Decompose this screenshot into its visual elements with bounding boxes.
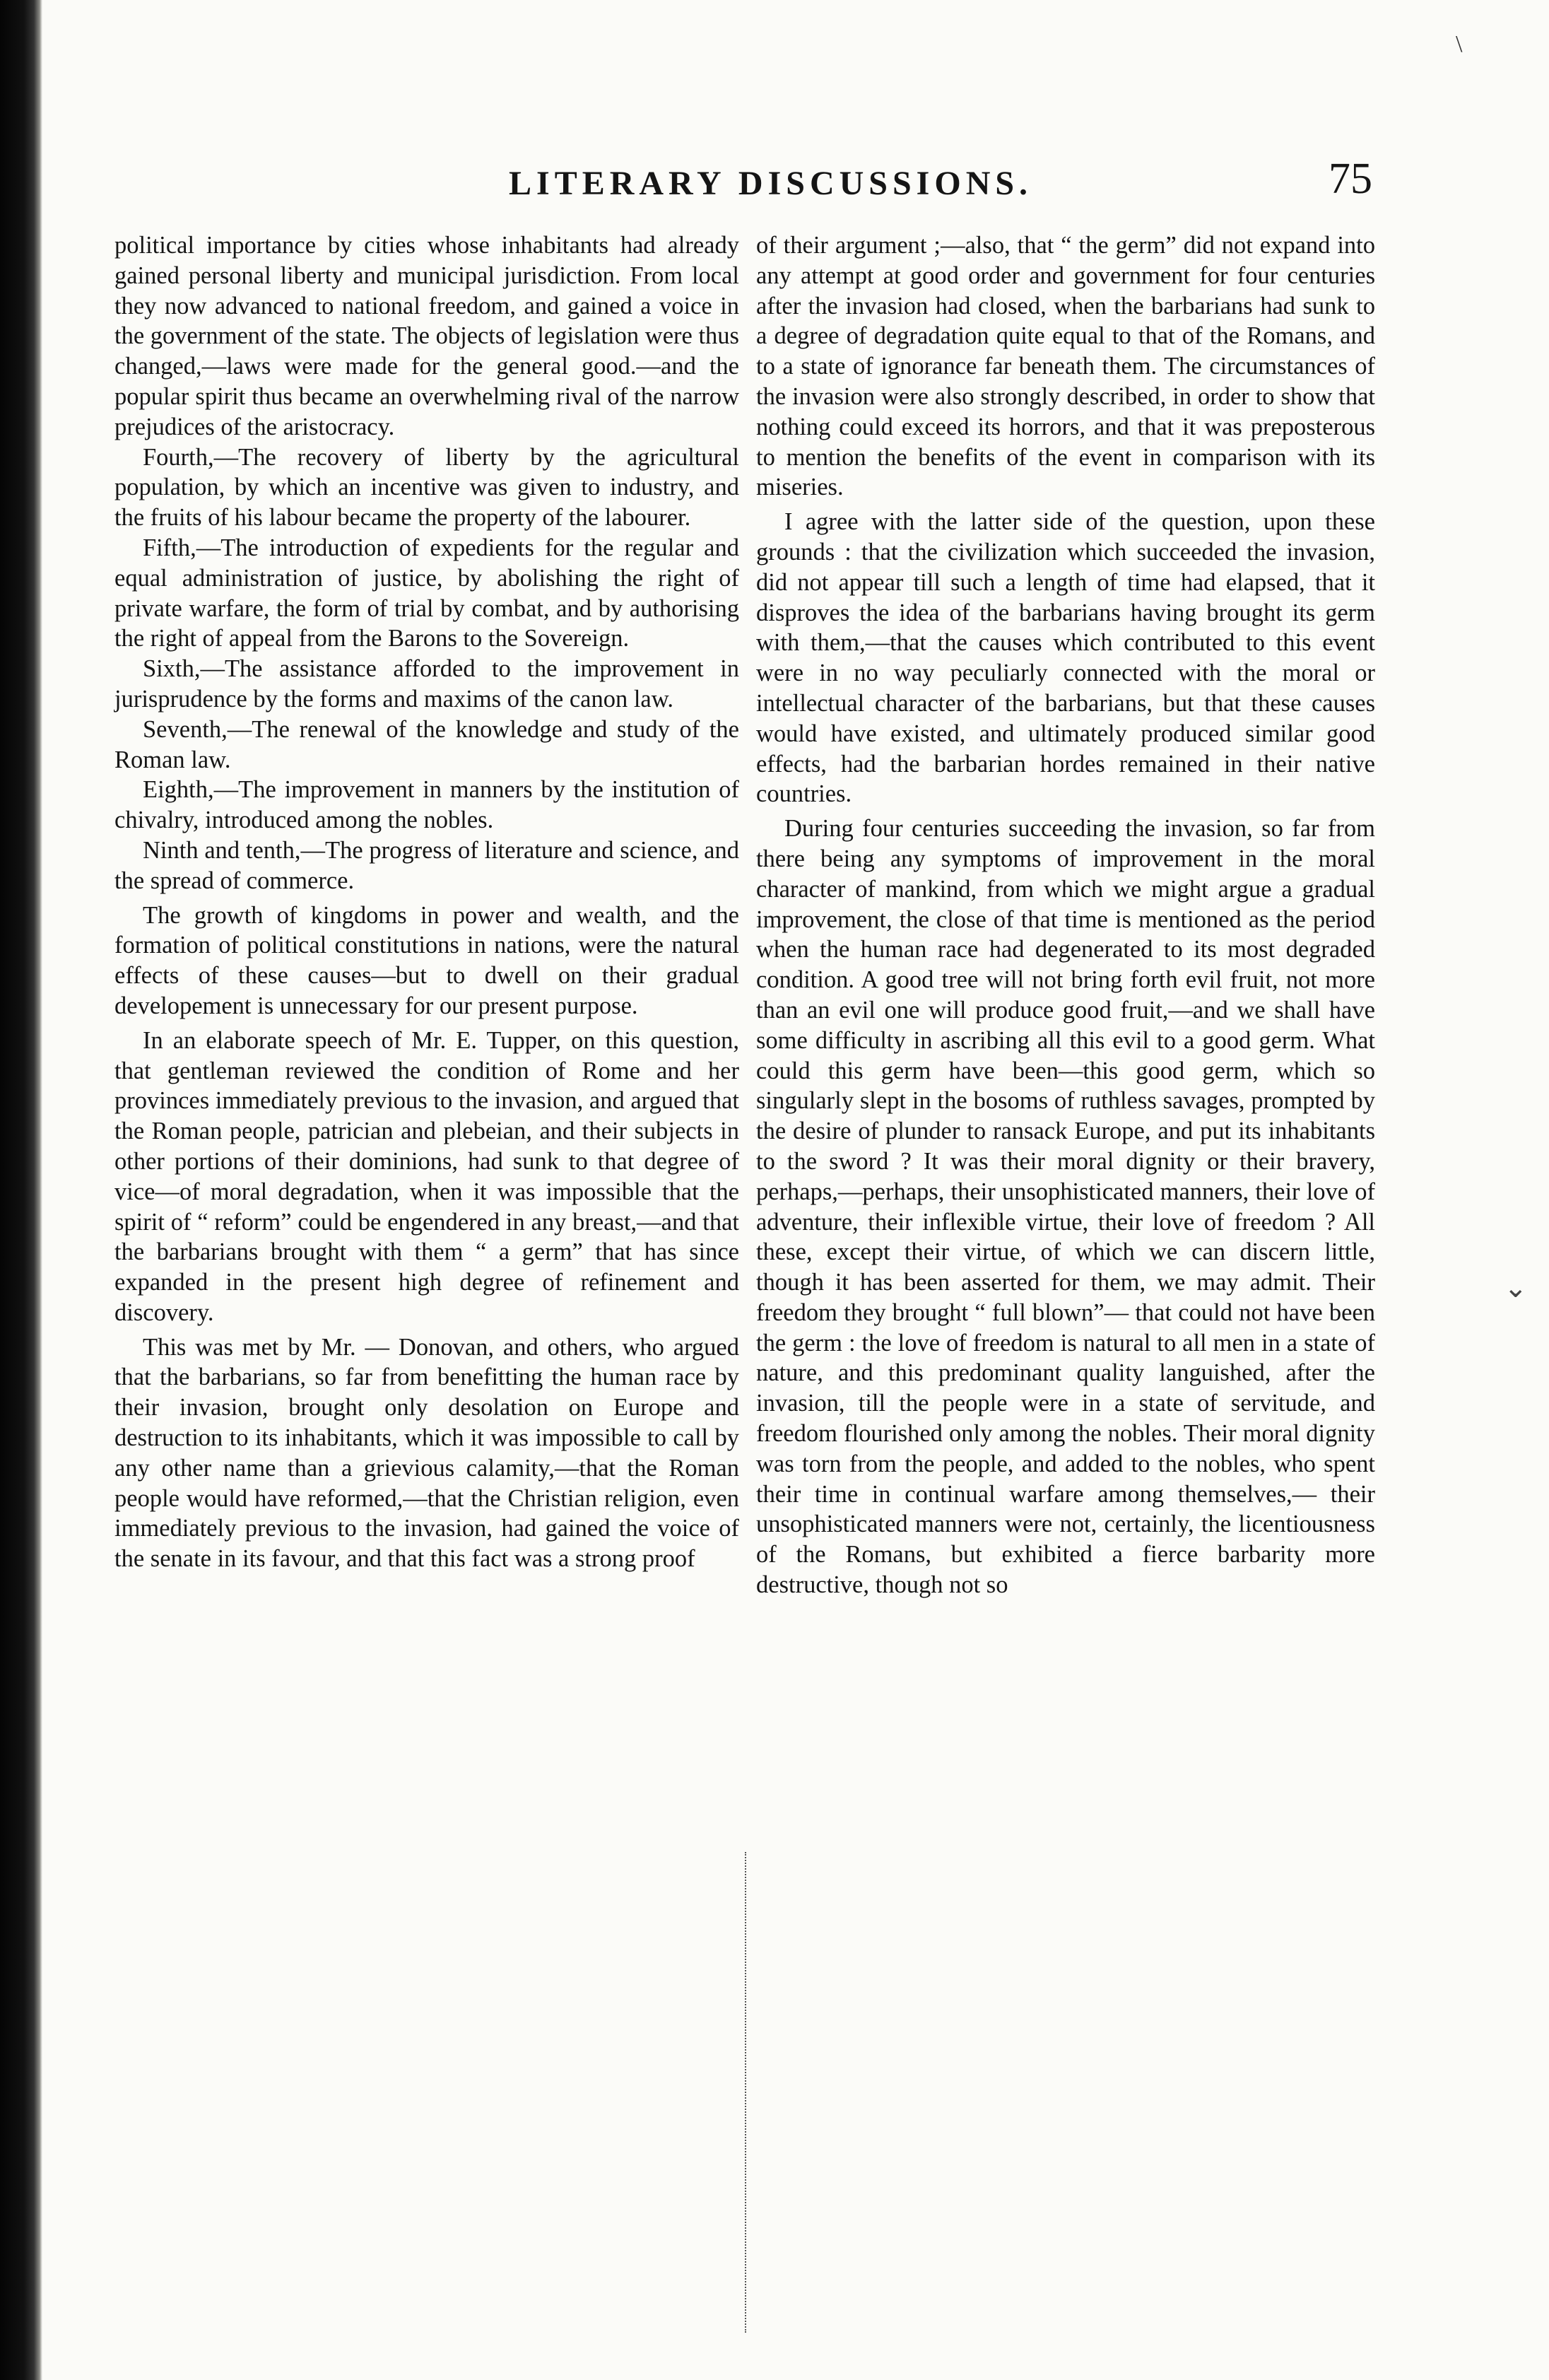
paragraph: Sixth,—The assistance afforded to the improvement in jurisprudence by the forms and maxims of the canon law. bbox=[114, 655, 739, 713]
running-head: LITERARY DISCUSSIONS. bbox=[509, 165, 1033, 202]
paragraph: of their argument ;—also, that “ the germ” did not expand into any attempt at good order and government for four centuries after the invasion had closed, when the barbarians had sunk to a degree of degradation quite equal to that of the Romans, and to a state of ignorance far beneath them. The circumstances of the invasion were also strongly described, in order to show that nothing could exceed its horrors, and that it was preposterous to mention the benefits of the event in comparison with its miseries. bbox=[756, 232, 1375, 501]
column-divider bbox=[745, 1852, 746, 2333]
left-column bbox=[114, 230, 739, 1574]
paragraph: political importance by cities whose inhabitants had already gained personal liberty and municipal jurisdiction. From local they now advanced to national freedom, and gained a voice in the government of the state. The objects of legislation were thus changed,—laws were made for the general good.—and the popular spirit thus became an overwhelming rival of the narrow prejudices of the aristocracy. bbox=[114, 232, 739, 440]
paragraph: Fifth,—The introduction of expedients for the regular and equal administration of justice, by abolishing the right of private warfare, the form of trial by combat, and by authorising the right of appeal from the Barons to the Sovereign. bbox=[114, 534, 739, 652]
page-number: 75 bbox=[1329, 155, 1372, 203]
paragraph: In an elaborate speech of Mr. E. Tupper, on this question, that gentleman reviewed the condition of Rome and her provinces immediately previous to the invasion, and argued that the Roman people, patrician and plebeian, and their subjects in other portions of their dominions, had sunk to that degree of vice—of moral degradation, when it was impossible that the spirit of “ reform” could be engendered in any breast,—and that the barbarians brought with them “ a germ” that has since expanded in the present high degree of refinement and discovery. bbox=[114, 1026, 739, 1326]
paragraph: Seventh,—The renewal of the knowledge and study of the Roman law. bbox=[114, 715, 739, 773]
paragraph: Fourth,—The recovery of liberty by the agricultural population, by which an incentive was given to industry, and the fruits of his labour became the property of the labourer. bbox=[114, 443, 739, 532]
paragraph: Ninth and tenth,—The progress of literature and science, and the spread of commerce. bbox=[114, 836, 739, 894]
paragraph: I agree with the latter side of the question, upon these grounds : that the civilization which succeeded the invasion, did not appear till such a length of time had elapsed, that it disproves the idea of the barbarians having brought its germ with them,—that the causes which contributed to this event were in no way peculiarly connected with the moral or intellectual character of the barbarians, but that these causes would have existed, and ultimately produced similar good effects, had the barbarian hordes remained in their native countries. bbox=[756, 508, 1375, 808]
paragraph: The growth of kingdoms in power and wealth, and the formation of political constitutions in nations, were the natural effects of these causes—but to dwell on their gradual developement is unnecessary for our present purpose. bbox=[114, 901, 739, 1019]
paragraph: Eighth,—The improvement in manners by the institution of chivalry, introduced among the nobles. bbox=[114, 776, 739, 834]
paragraph: This was met by Mr. — Donovan, and others, who argued that the barbarians, so far from benefitting the human race by their invasion, brought only desolation on Europe and destruction to its inhabitants, which it was impossible to call by any other name than a grievious calamity,—that the Roman people would have reformed,—that the Christian religion, even immediately previous to the invasion, had gained the voice of the senate in its favour, and that this fact was a strong proof bbox=[114, 1333, 739, 1573]
book-spine-shadow bbox=[0, 0, 42, 2380]
paragraph: During four centuries succeeding the invasion, so far from there being any symptoms of improvement in the moral character of mankind, from which we might argue a gradual improvement, the close of that time is mentioned as the period when the human race had degenerated to its most degraded condition. A good tree will not bring forth evil fruit, not more than an evil one will produce good fruit,—and we shall have some difficulty in ascribing all this evil to a good germ. What could this germ have been—this good germ, which so singularly slept in the bosoms of ruthless savages, prompted by the desire of plunder to ransack Europe, and put its inhabitants to the sword ? It was their moral dignity or their bravery, perhaps,—perhaps, their unsophisticated manners, their love of adventure, their inflexible virtue, their love of freedom ? All these, except their virtue, of which we can discern little, though it has been asserted for them, we may admit. Their freedom they brought “ full blown”— that could not have been the germ : the love of freedom is natural to all men in a state of nature, and this predominant quality languished, after the invasion, till the people were in a state of servitude, and freedom flourished only among the nobles. Their moral dignity was torn from the people, and added to the nobles, who spent their time in continual warfare among themselves,— their unsophisticated manners were not, certainly, the licentiousness of the Romans, but exhibited a fierce barbarity more destructive, though not so bbox=[756, 815, 1375, 1599]
margin-mark: ⌄ bbox=[1504, 1272, 1528, 1303]
right-column bbox=[756, 230, 1375, 1600]
corner-mark: \ bbox=[1456, 31, 1463, 57]
